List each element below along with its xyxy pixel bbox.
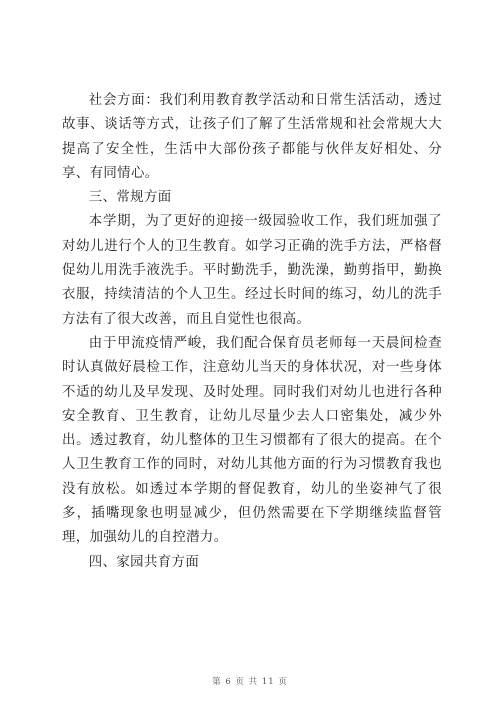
document-body: [62, 89, 442, 575]
page-number-footer: 第 6 页 共 11 页: [212, 677, 288, 687]
paragraph-hygiene: 本学期，为了更好的迎接一级园验收工作，我们班加强了对幼儿进行个人的卫生教育。如学习正确的洗手方法，严格督促幼儿用洗手液洗手。平时勤洗手，勤洗澡，勤剪指甲，勤换衣服，持续清洁的个人卫生。经过长时间的练习，幼儿的洗手方法有了很大改善，而且自觉性也很高。: [62, 214, 442, 327]
paragraph-social: 社会方面：我们利用教育教学活动和日常生活活动，透过故事、谈话等方式，让孩子们了解了生活常规和社会常规大大提高了安全性，生活中大部份孩子都能与伙伴友好相处、分享、有同情心。: [62, 93, 442, 181]
paragraph-epidemic: 由于甲流疫情严峻，我们配合保育员老师每一天晨间检查时认真做好晨检工作，注意幼儿当天的身体状况，对一些身体不适的幼儿及早发现、及时处理。同时我们对幼儿也进行各种安全教育、卫生教育，让幼儿尽量少去人口密集处，减少外出。透过教育，幼儿整体的卫生习惯都有了很大的提高。在个人卫生教育工作的同时，对幼儿其他方面的行为习惯教育我也没有放松。如透过本学期的督促教育，幼儿的坐姿神气了很多，插嘴现象也明显减少，但仍然需要在下学期继续监督管理，加强幼儿的自控潜力。: [62, 335, 442, 546]
section-heading-home-school: 四、家园共育方面: [88, 554, 200, 570]
section-heading-routine: 三、常规方面: [88, 190, 172, 206]
